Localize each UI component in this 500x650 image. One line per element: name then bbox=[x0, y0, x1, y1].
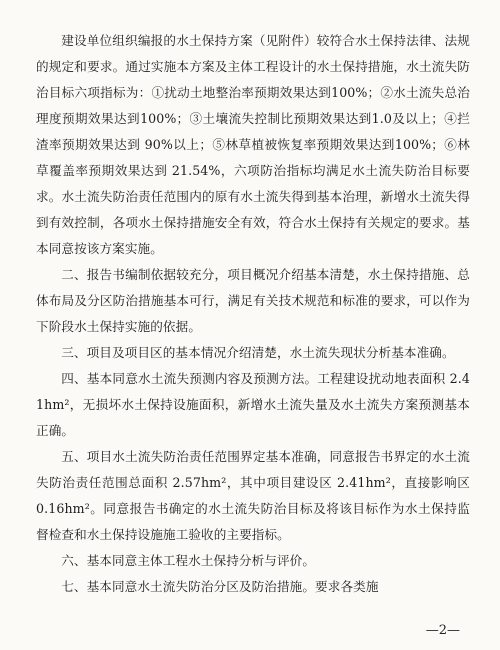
paragraph-approval-summary: 建设单位组织编报的水土保持方案（见附件）较符合水土保持法律、法规的规定和要求。通过实施本方案及主体工程设计的水土保持措施，水土流失防治目标六项指标为：①扰动土地整治率预期效果达到100%；②水土流失总治理度预期效果达到100%；③土壤流失控制比预期效果达到1.0及以上；④拦渣率预期效果达到 90%以上；⑤林草植被恢复率预期效果达到100%；⑥林草覆盖率预期效果达到 21.54%，六项防治指标均满足水土流失防治目标要求。水土流失防治责任范围内的原有水土流失得到基本治理，新增水土流失得到有效控制，各项水土保持措施安全有效，符合水土保持有关规定的要求。基本同意按该方案实施。 bbox=[36, 33, 470, 256]
paragraph-item-2: 二、报告书编制依据较充分，项目概况介绍基本清楚，水土保持措施、总体布局及分区防治措施基本可行，满足有关技术规范和标准的要求，可以作为下阶段水土保持实施的依据。 bbox=[36, 267, 470, 334]
paragraph-item-3: 三、项目及项目区的基本情况介绍清楚，水土流失现状分析基本准确。 bbox=[61, 345, 455, 360]
paragraph-item-4: 四、基本同意水土流失预测内容及预测方法。工程建设扰动地表面积 2.41hm²，无损坏水土保持设施面积，新增水土流失量及水土流失方案预测基本正确。 bbox=[36, 371, 470, 438]
page-number: —2— bbox=[425, 623, 460, 638]
paragraph-item-7: 七、基本同意水土流失防治分区及防治措施。要求各类施 bbox=[61, 579, 379, 594]
document-body bbox=[36, 28, 470, 600]
paragraph-item-6: 六、基本同意主体工程水土保持分析与评价。 bbox=[61, 553, 316, 568]
paragraph-item-5: 五、项目水土流失防治责任范围界定基本准确，同意报告书界定的水土流失防治责任范围总面积 2.57hm²，其中项目建设区 2.41hm²，直接影响区 0.16hm²。同意报告书确定的水土流失防治目标及将该目标作为水土保持监督检查和水土保持设施施工验收的主要指标。 bbox=[36, 449, 470, 542]
